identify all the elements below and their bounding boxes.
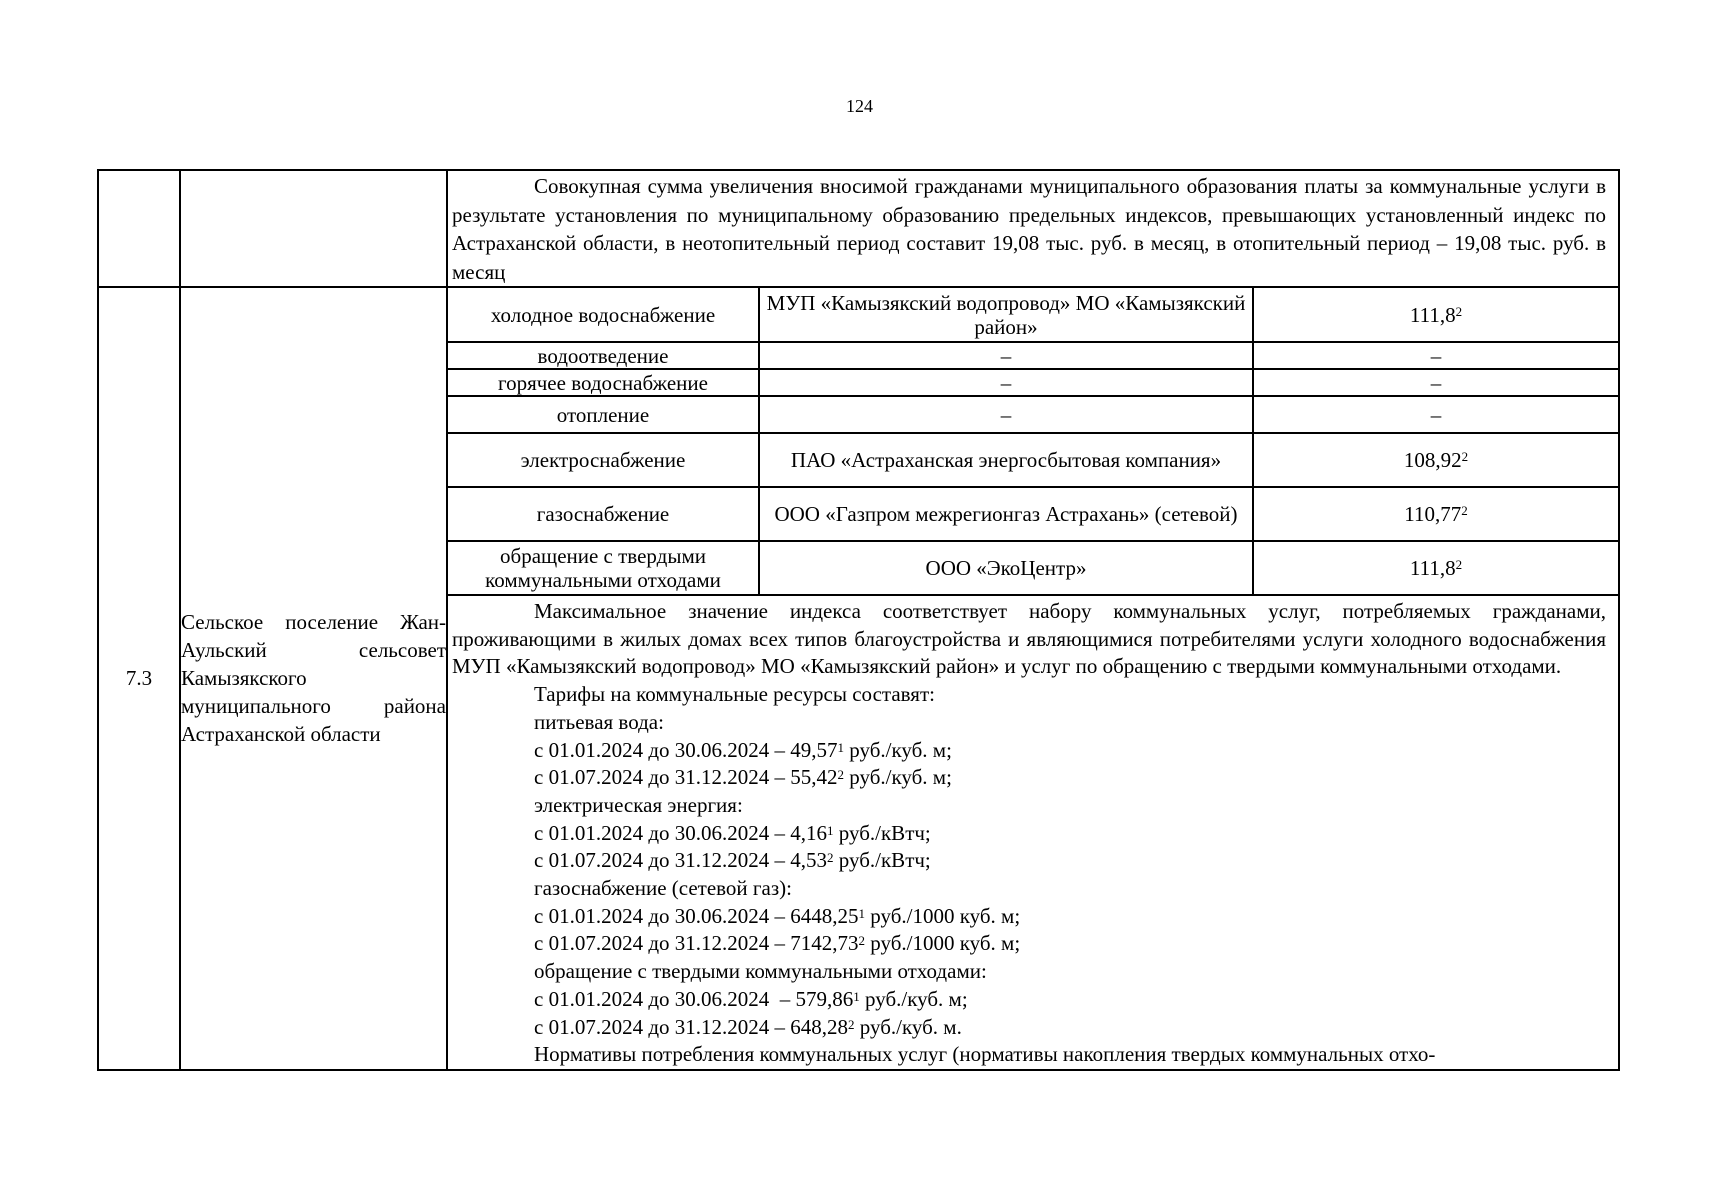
tariff-value: с 01.01.2024 до 30.06.2024 – 49,57 <box>534 737 838 762</box>
municipal-indices-table <box>97 169 1620 1071</box>
summary-text: Совокупная сумма увеличения вносимой гражданами муниципального образования платы за коммунальные услуги в результате установления по муниципальному образованию предельных индексов, превышающих установленный индекс по Астраханской области, в неотопительный период составит 19,08 тыс. руб. в месяц, в отопительный период – 19,08 тыс. руб. в месяц <box>452 174 1606 284</box>
index-value: 108,92 <box>1403 448 1462 472</box>
service-provider: ООО «Газпром межрегионгаз Астрахань» (сетевой) <box>759 487 1253 541</box>
tariff-unit: руб./кВтч; <box>833 820 931 845</box>
summary-row-name-cell <box>180 170 447 287</box>
service-provider: – <box>759 369 1253 396</box>
tariff-group-name: обращение с твердыми коммунальными отходами: <box>534 959 987 984</box>
tariffs-description <box>448 596 1618 1069</box>
index-value: – <box>1430 370 1442 395</box>
tariff-unit: руб./куб. м. <box>854 1014 962 1039</box>
service-row <box>448 369 1618 396</box>
tariff-unit: руб./кВтч; <box>833 848 931 873</box>
row-7-3 <box>98 287 1619 1070</box>
service-provider: МУП «Камызякский водопровод» МО «Камызякский район» <box>759 288 1253 342</box>
service-index <box>1253 342 1618 369</box>
tariff-line <box>452 986 1606 1014</box>
row-7-3-details <box>447 287 1619 1070</box>
service-name: водоотведение <box>448 342 759 369</box>
index-value: – <box>1430 402 1442 427</box>
service-name: горячее водоснабжение <box>448 369 759 396</box>
document-table-container <box>97 169 1620 1071</box>
tariff-unit: руб./куб. м; <box>859 986 968 1011</box>
tariff-value: с 01.07.2024 до 31.12.2024 – 55,42 <box>534 765 838 790</box>
service-row <box>448 433 1618 487</box>
service-row <box>448 541 1618 595</box>
service-name: электроснабжение <box>448 433 759 487</box>
tariff-group-name: питьевая вода: <box>534 709 664 734</box>
footnote-mark: 2 <box>1461 449 1469 464</box>
summary-row-number-cell <box>98 170 180 287</box>
service-name: отопление <box>448 396 759 433</box>
index-value: 110,77 <box>1404 502 1462 526</box>
municipality-name: Сельское поселение Жан-Аульский сельсовет Камызякского муниципального района Астраханской области <box>180 287 447 1070</box>
footnote-mark: 2 <box>858 933 866 949</box>
tariff-value: с 01.01.2024 до 30.06.2024 – 6448,25 <box>534 903 859 928</box>
service-index <box>1253 369 1618 396</box>
service-name: обращение с твердыми коммунальными отходами <box>448 541 759 595</box>
summary-row-text-cell <box>447 170 1619 287</box>
tariffs-heading: Тарифы на коммунальные ресурсы составят: <box>534 682 935 707</box>
tariff-line <box>452 764 1606 792</box>
footnote-mark: 2 <box>848 1016 855 1032</box>
tariff-value: с 01.07.2024 до 31.12.2024 – 4,53 <box>534 848 828 873</box>
page-number: 124 <box>846 96 873 116</box>
footnote-mark: 1 <box>827 822 834 838</box>
service-index <box>1253 433 1618 487</box>
tariff-value: с 01.07.2024 до 31.12.2024 – 648,28 <box>534 1014 849 1039</box>
row-number: 7.3 <box>98 287 180 1070</box>
footnote-mark: 1 <box>837 739 845 755</box>
tariff-line <box>452 903 1606 931</box>
service-provider: – <box>759 396 1253 433</box>
service-row <box>448 487 1618 541</box>
footnote-mark: 2 <box>827 850 834 866</box>
service-index <box>1253 487 1618 541</box>
summary-row <box>98 170 1619 287</box>
tariff-line <box>452 820 1606 848</box>
max-index-paragraph: Максимальное значение индекса соответствует набору коммунальных услуг, потребляемых гражданами, проживающими в жилых домах всех типов благоустройства и являющимися потребителями услуги холодного водоснабжения МУП «Камызякский водопровод» МО «Камызякский район» и услуг по обращению с твердыми коммунальными отходами. <box>452 599 1606 679</box>
services-table <box>448 288 1618 596</box>
service-index <box>1253 288 1618 342</box>
service-index <box>1253 396 1618 433</box>
service-row <box>448 342 1618 369</box>
tariff-unit: руб./1000 куб. м; <box>865 931 1021 956</box>
index-value: – <box>1430 343 1442 368</box>
service-row <box>448 288 1618 342</box>
footnote-mark: 2 <box>1455 557 1463 572</box>
footnote-mark: 2 <box>837 767 845 783</box>
service-row <box>448 396 1618 433</box>
footnote-mark: 1 <box>853 988 860 1004</box>
tariff-line <box>452 847 1606 875</box>
norms-paragraph: Нормативы потребления коммунальных услуг (нормативы накопления твердых коммунальных отхо- <box>534 1042 1436 1067</box>
index-value: 111,8 <box>1409 556 1456 580</box>
footnote-mark: 2 <box>1461 503 1468 518</box>
tariff-line <box>452 1014 1606 1042</box>
tariff-value: с 01.01.2024 до 30.06.2024 – 579,86 <box>534 986 854 1011</box>
tariff-unit: руб./куб. м; <box>844 765 952 790</box>
service-index <box>1253 541 1618 595</box>
tariff-group-name: электрическая энергия: <box>534 792 743 817</box>
footnote-mark: 1 <box>858 905 866 921</box>
service-name: газоснабжение <box>448 487 759 541</box>
service-provider: ПАО «Астраханская энергосбытовая компания» <box>759 433 1253 487</box>
tariff-line <box>452 737 1606 765</box>
footnote-mark: 2 <box>1455 303 1463 319</box>
tariff-group-name: газоснабжение (сетевой газ): <box>534 876 792 901</box>
tariff-unit: руб./1000 куб. м; <box>865 903 1021 928</box>
service-name: холодное водоснабжение <box>448 288 759 342</box>
service-provider: ООО «ЭкоЦентр» <box>759 541 1253 595</box>
tariff-line <box>452 930 1606 958</box>
tariff-value: с 01.07.2024 до 31.12.2024 – 7142,73 <box>534 931 859 956</box>
tariff-value: с 01.01.2024 до 30.06.2024 – 4,16 <box>534 820 828 845</box>
index-value: 111,8 <box>1409 302 1456 327</box>
tariff-unit: руб./куб. м; <box>844 737 952 762</box>
service-provider: – <box>759 342 1253 369</box>
